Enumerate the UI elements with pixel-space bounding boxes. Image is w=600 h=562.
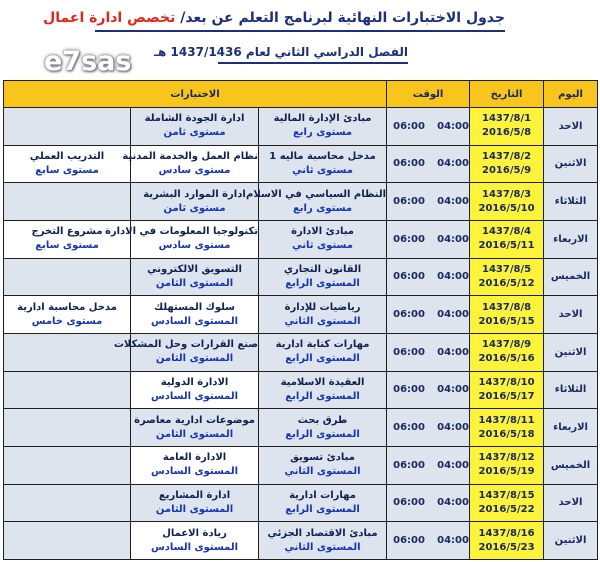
exam-course: ادارة الجودة الشاملة xyxy=(144,113,245,125)
exam-cell xyxy=(131,371,259,409)
exam-cell xyxy=(4,446,131,484)
hijri-date: 1437/8/9 xyxy=(482,339,532,351)
time-cell xyxy=(387,484,470,522)
time-cell xyxy=(387,522,470,560)
end-time: 06:00 xyxy=(393,120,425,132)
day-cell: الثلاثاء xyxy=(544,371,598,409)
exam-cell xyxy=(104,220,259,258)
exam-course: مبادئ الادارة xyxy=(291,226,354,238)
exam-course: القانون التجاري xyxy=(283,263,362,275)
exam-cell xyxy=(4,409,131,447)
exam-course: سلوك المستهلك xyxy=(154,301,236,313)
day-cell: الاحد xyxy=(544,484,598,522)
exam-course: مهارات كتابة ادارية xyxy=(275,339,370,351)
exam-course: مدخل محاسبة ماليه 1 xyxy=(269,150,376,162)
exam-course: تكنولوجيا المعلومات في الادارة xyxy=(104,226,259,238)
date-cell xyxy=(470,333,544,371)
exam-level: المستوى الثاني xyxy=(284,541,361,553)
exam-level: مستوى سابع xyxy=(35,240,99,252)
exam-course: رياضيات للإدارة xyxy=(284,301,361,313)
exam-cell xyxy=(4,333,131,371)
date-cell xyxy=(470,446,544,484)
end-time: 06:00 xyxy=(393,459,425,471)
exam-level: مستوى رابع xyxy=(292,127,353,139)
exam-level: المستوى السادس xyxy=(150,541,239,553)
exam-level: مستوى ثاني xyxy=(292,240,353,252)
start-time: 04:00 xyxy=(437,535,469,547)
end-time: 06:00 xyxy=(393,535,425,547)
page-title xyxy=(43,6,505,32)
exam-course: نظام العمل والخدمة المدنية xyxy=(122,150,259,162)
exam-level: المستوى الرابع xyxy=(285,277,360,289)
gregorian-date: 2016/5/8 xyxy=(482,127,532,139)
exam-cell xyxy=(122,145,259,183)
exam-cell xyxy=(4,108,131,146)
time-cell xyxy=(387,409,470,447)
gregorian-date: 2016/5/11 xyxy=(478,240,535,252)
exam-course: صنع القرارات وحل المشكلات xyxy=(113,339,259,351)
start-time: 04:00 xyxy=(437,196,469,208)
exam-level: المستوى الثاني xyxy=(284,315,361,327)
title-specialty: تخصص ادارة اعمال xyxy=(43,10,181,26)
hijri-date: 1437/8/12 xyxy=(478,452,535,464)
table-row xyxy=(4,371,598,409)
exam-cell xyxy=(259,333,387,371)
exam-cell xyxy=(259,296,387,334)
start-time: 04:00 xyxy=(437,158,469,170)
date-cell xyxy=(470,484,544,522)
table-row xyxy=(4,258,598,296)
day-cell: الاثنين xyxy=(544,333,598,371)
exam-cell xyxy=(131,446,259,484)
title-main: جدول الاختبارات النهائية لبرنامج التعلم عن بعد/ xyxy=(180,10,505,26)
gregorian-date: 2016/5/10 xyxy=(478,202,535,214)
exam-cell xyxy=(4,296,131,334)
exam-level: مستوى سادس xyxy=(158,240,231,252)
hijri-date: 1437/8/11 xyxy=(478,414,535,426)
exam-cell xyxy=(259,522,387,560)
exam-cell xyxy=(259,371,387,409)
end-time: 06:00 xyxy=(393,158,425,170)
exam-cell xyxy=(259,484,387,522)
hijri-date: 1437/8/8 xyxy=(482,301,532,313)
gregorian-date: 2016/5/22 xyxy=(478,503,535,515)
exam-course: النظام السياسي في الاسلام xyxy=(246,188,387,200)
hijri-date: 1437/8/1 xyxy=(482,113,532,125)
exam-level: المستوى الثامن xyxy=(155,428,234,440)
exam-cell xyxy=(113,333,259,371)
exam-course: مبادئ تسويق xyxy=(290,452,355,464)
time-cell xyxy=(387,446,470,484)
date-cell xyxy=(470,258,544,296)
date-cell xyxy=(470,220,544,258)
table-row xyxy=(4,522,598,560)
table-row xyxy=(4,446,598,484)
exam-level: مستوى خامس xyxy=(31,315,103,327)
date-cell xyxy=(470,183,544,221)
exam-level: المستوى الرابع xyxy=(285,503,360,515)
day-cell: الاربعاء xyxy=(544,409,598,447)
exam-cell xyxy=(4,183,131,221)
exam-cell xyxy=(131,296,259,334)
time-cell xyxy=(387,183,470,221)
gregorian-date: 2016/5/17 xyxy=(478,390,535,402)
table-row xyxy=(4,183,598,221)
exam-course: ادارة المشاريع xyxy=(158,489,231,501)
exam-course: الادارة العامة xyxy=(162,452,227,464)
end-time: 06:00 xyxy=(393,384,425,396)
day-cell: الاحد xyxy=(544,108,598,146)
exam-cell xyxy=(259,220,387,258)
exam-course: طرق بحث xyxy=(297,414,348,426)
day-cell: الخميس xyxy=(544,258,598,296)
time-cell xyxy=(387,145,470,183)
table-row xyxy=(4,484,598,522)
table-row xyxy=(4,145,598,183)
exam-course: مشروع التخرج xyxy=(31,226,103,238)
exam-course: الادارة الدولية xyxy=(160,376,229,388)
date-cell xyxy=(470,296,544,334)
end-time: 06:00 xyxy=(393,346,425,358)
exam-cell xyxy=(259,108,387,146)
date-cell xyxy=(470,371,544,409)
exam-level: المستوى السادس xyxy=(150,466,239,478)
time-cell xyxy=(387,296,470,334)
exam-cell xyxy=(246,183,387,221)
exam-course: مهارات ادارية xyxy=(289,489,356,501)
hijri-date: 1437/8/5 xyxy=(482,263,532,275)
exam-level: مستوى سادس xyxy=(158,164,231,176)
time-cell xyxy=(387,220,470,258)
table-header-row xyxy=(4,81,598,108)
hijri-date: 1437/8/16 xyxy=(478,527,535,539)
end-time: 06:00 xyxy=(393,422,425,434)
header-day: اليوم xyxy=(544,81,598,108)
exam-cell xyxy=(4,522,131,560)
end-time: 06:00 xyxy=(393,309,425,321)
exam-level: المستوى الثاني xyxy=(284,466,361,478)
exam-cell xyxy=(131,484,259,522)
start-time: 04:00 xyxy=(437,120,469,132)
gregorian-date: 2016/5/15 xyxy=(478,315,535,327)
exam-course: ريادة الاعمال xyxy=(162,527,227,539)
watermark-logo: e7sas xyxy=(44,46,132,77)
end-time: 06:00 xyxy=(393,497,425,509)
exam-course: العقيدة الاسلامية xyxy=(280,376,365,388)
date-cell xyxy=(470,108,544,146)
exam-level: مستوى ثامن xyxy=(163,202,226,214)
table-row xyxy=(4,296,598,334)
table-row xyxy=(4,409,598,447)
start-time: 04:00 xyxy=(437,233,469,245)
hijri-date: 1437/8/4 xyxy=(482,226,532,238)
exam-cell xyxy=(131,522,259,560)
exam-course: التدريب العملي xyxy=(29,150,105,162)
exam-cell xyxy=(4,258,131,296)
exam-level: المستوى الثامن xyxy=(155,503,234,515)
exam-level: مستوى رابع xyxy=(292,202,353,214)
exam-level: المستوى الثامن xyxy=(155,277,234,289)
exam-cell xyxy=(131,258,259,296)
exam-level: المستوى السادس xyxy=(150,390,239,402)
table-body xyxy=(4,108,598,560)
exam-cell xyxy=(259,145,387,183)
semester-subtitle: الفصل الدراسي الثاني لعام 1437/1436 هـ xyxy=(218,42,408,64)
start-time: 04:00 xyxy=(437,422,469,434)
exam-course: ادارة الموارد البشرية xyxy=(143,188,246,200)
day-cell: الثلاثاء xyxy=(544,183,598,221)
hijri-date: 1437/8/3 xyxy=(482,188,532,200)
date-cell xyxy=(470,409,544,447)
exam-cell xyxy=(131,108,259,146)
day-cell: الاثنين xyxy=(544,145,598,183)
header-time: الوقت xyxy=(387,81,470,108)
start-time: 04:00 xyxy=(437,459,469,471)
exam-cell xyxy=(259,409,387,447)
exam-cell xyxy=(4,484,131,522)
day-cell: الاحد xyxy=(544,296,598,334)
day-cell: الاثنين xyxy=(544,522,598,560)
exam-cell xyxy=(259,446,387,484)
exam-cell xyxy=(131,409,259,447)
gregorian-date: 2016/5/9 xyxy=(482,164,532,176)
exam-course: مدخل محاسبة ادارية xyxy=(17,301,117,313)
exam-cell xyxy=(259,258,387,296)
gregorian-date: 2016/5/23 xyxy=(478,541,535,553)
end-time: 06:00 xyxy=(393,196,425,208)
hijri-date: 1437/8/10 xyxy=(478,376,535,388)
exam-level: المستوى السادس xyxy=(150,315,239,327)
gregorian-date: 2016/5/19 xyxy=(478,466,535,478)
start-time: 04:00 xyxy=(437,271,469,283)
exam-course: مبادئ الإدارة المالية xyxy=(273,113,372,125)
exam-level: المستوى الرابع xyxy=(285,428,360,440)
time-cell xyxy=(387,108,470,146)
exam-level: مستوى ثاني xyxy=(292,164,353,176)
exam-course: موضوعات ادارية معاصرة xyxy=(134,414,255,426)
time-cell xyxy=(387,371,470,409)
date-cell xyxy=(470,145,544,183)
gregorian-date: 2016/5/18 xyxy=(478,428,535,440)
exam-schedule-table xyxy=(3,80,598,560)
exam-level: مستوى ثامن xyxy=(163,127,226,139)
gregorian-date: 2016/5/16 xyxy=(478,353,535,365)
day-cell: الاربعاء xyxy=(544,220,598,258)
exam-cell xyxy=(4,371,131,409)
exam-level: المستوى الثامن xyxy=(155,353,234,365)
start-time: 04:00 xyxy=(437,309,469,321)
gregorian-date: 2016/5/12 xyxy=(478,277,535,289)
exam-course: التسويق الالكتروني xyxy=(147,263,242,275)
exam-level: مستوى سابع xyxy=(35,164,99,176)
start-time: 04:00 xyxy=(437,346,469,358)
table-row xyxy=(4,220,598,258)
exam-cell xyxy=(4,145,131,183)
table-row xyxy=(4,333,598,371)
hijri-date: 1437/8/2 xyxy=(482,150,532,162)
start-time: 04:00 xyxy=(437,384,469,396)
table-row xyxy=(4,108,598,146)
exam-level: المستوى الرابع xyxy=(285,390,360,402)
date-cell xyxy=(470,522,544,560)
time-cell xyxy=(387,258,470,296)
time-cell xyxy=(387,333,470,371)
start-time: 04:00 xyxy=(437,497,469,509)
exam-level: المستوى الرابع xyxy=(285,353,360,365)
exam-cell xyxy=(131,183,259,221)
header-date: التاريخ xyxy=(470,81,544,108)
day-cell: الخميس xyxy=(544,446,598,484)
header-exams: الاختبارات xyxy=(4,81,387,108)
exam-course: مبادئ الاقتصاد الجزئي xyxy=(267,527,378,539)
end-time: 06:00 xyxy=(393,271,425,283)
end-time: 06:00 xyxy=(393,233,425,245)
hijri-date: 1437/8/15 xyxy=(478,489,535,501)
